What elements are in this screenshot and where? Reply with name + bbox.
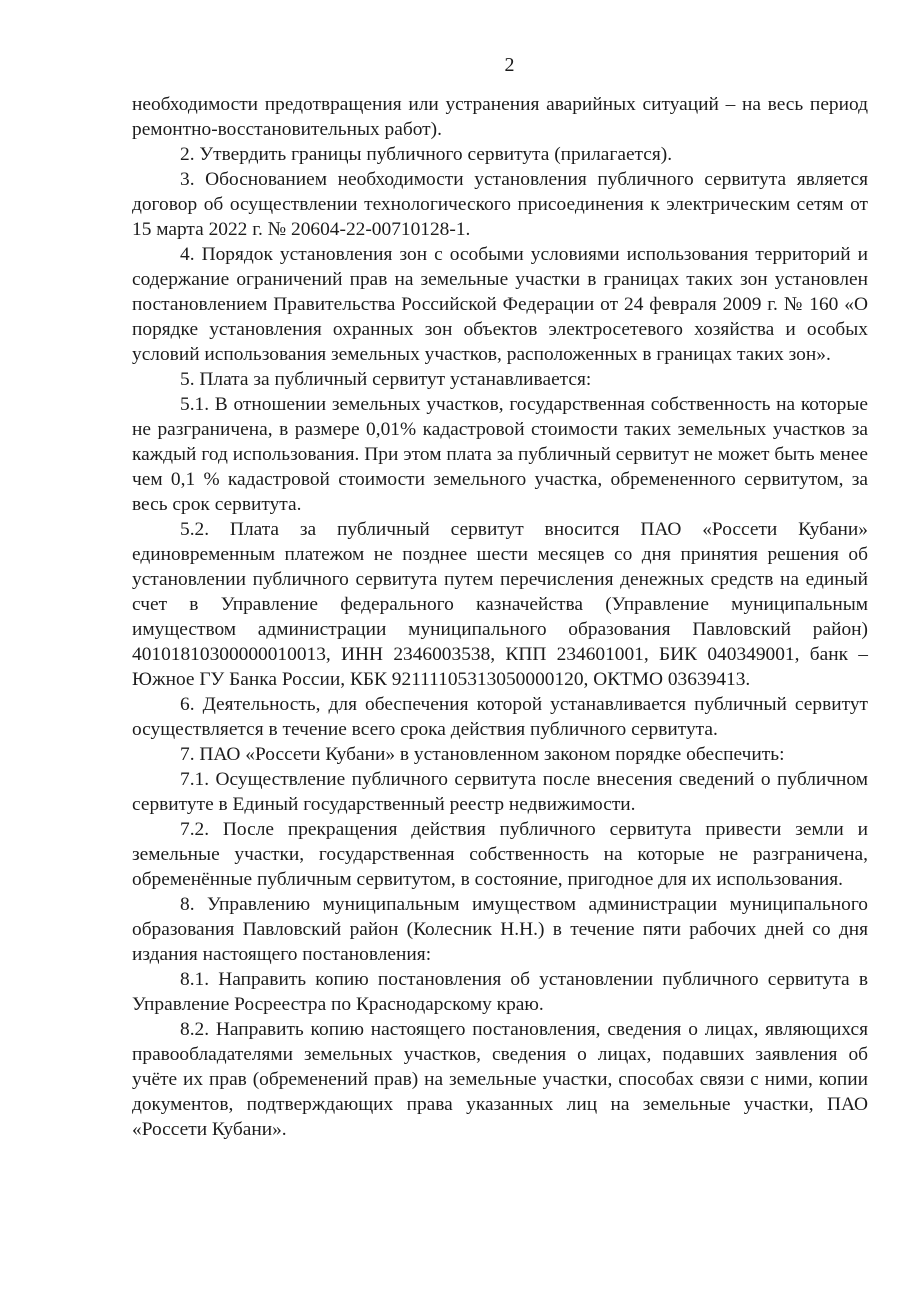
paragraph-item-7-2: 7.2. После прекращения действия публичного сервитута привести земли и земельные участки, государственная собственность на которые не разграничена, обременённые публичным сервитутом, в состояние, пригодное для их использования.: [132, 819, 868, 890]
paragraph-item-2: 2. Утвердить границы публичного сервитута (прилагается).: [180, 144, 673, 165]
document-body: [132, 92, 868, 1142]
paragraph-item-5-1: 5.1. В отношении земельных участков, государственная собственность на которые не разграничена, в размере 0,01% кадастровой стоимости таких земельных участков за каждый год использования. При этом плата за публичный сервитут не может быть менее чем 0,1 % кадастровой стоимости земельного участка, обремененного сервитутом, за весь срок сервитута.: [132, 394, 868, 515]
paragraph-item-3: 3. Обоснованием необходимости установления публичного сервитута является договор об осуществлении технологического присоединения к электрическим сетям от 15 марта 2022 г. № 20604-22-00710128-1.: [132, 169, 868, 240]
paragraph-item-7-1: 7.1. Осуществление публичного сервитута после внесения сведений о публичном сервитуте в Единый государственный реестр недвижимости.: [132, 769, 868, 815]
paragraph-item-7: 7. ПАО «Россети Кубани» в установленном законом порядке обеспечить:: [180, 744, 785, 765]
paragraph-item-5-2: 5.2. Плата за публичный сервитут вносится ПАО «Россети Кубани» единовременным платежом не позднее шести месяцев со дня принятия решения об установлении публичного сервитута путем перечисления денежных средств на единый счет в Управление федерального казначейства (Управление муниципальным имуществом администрации муниципального образования Павловский район) 40101810300000010013, ИНН 2346003538, КПП 234601001, БИК 040349001, банк – Южное ГУ Банка России, КБК 92111105313050000120, ОКТМО 03639413.: [132, 519, 868, 690]
paragraph-item-4: 4. Порядок установления зон с особыми условиями использования территорий и содержание ограничений прав на земельные участки в границах таких зон установлен постановлением Правительства Российской Федерации от 24 февраля 2009 г. № 160 «О порядке установления охранных зон объектов электросетевого хозяйства и особых условий использования земельных участков, расположенных в границах таких зон».: [132, 244, 868, 365]
page-number: 2: [504, 54, 515, 76]
paragraph-item-8: 8. Управлению муниципальным имуществом администрации муниципального образования Павловский район (Колесник Н.Н.) в течение пяти рабочих дней со дня издания настоящего постановления:: [132, 894, 868, 965]
paragraph-continuation: необходимости предотвращения или устранения аварийных ситуаций – на весь период ремонтно-восстановительных работ).: [132, 94, 868, 140]
paragraph-item-6: 6. Деятельность, для обеспечения которой устанавливается публичный сервитут осуществляется в течение всего срока действия публичного сервитута.: [132, 694, 868, 740]
paragraph-item-8-2: 8.2. Направить копию настоящего постановления, сведения о лицах, являющихся правообладателями земельных участков, сведения о лицах, подавших заявления об учёте их прав (обременений прав) на земельные участки, способах связи с ними, копии документов, подтверждающих права указанных лиц на земельные участки, ПАО «Россети Кубани».: [132, 1019, 868, 1140]
paragraph-item-5: 5. Плата за публичный сервитут устанавливается:: [180, 369, 592, 390]
paragraph-item-8-1: 8.1. Направить копию постановления об установлении публичного сервитута в Управление Росреестра по Краснодарскому краю.: [132, 969, 868, 1015]
